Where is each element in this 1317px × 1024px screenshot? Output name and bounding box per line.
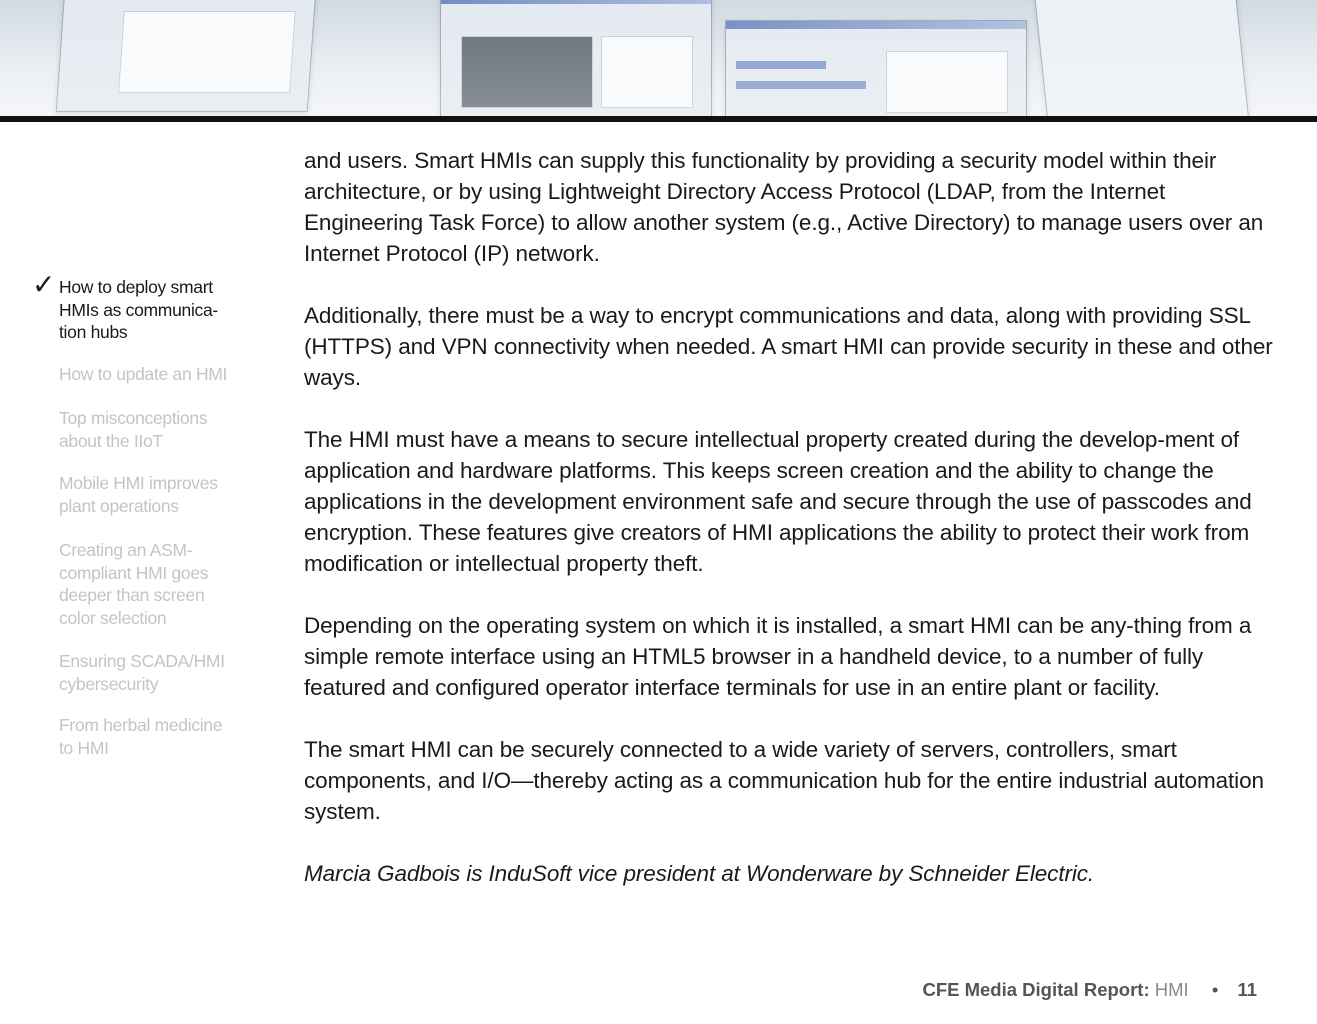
sidebar-item-scada-cybersecurity[interactable]: Ensuring SCADA/HMI cybersecurity bbox=[59, 651, 225, 694]
checkmark-icon: ✓ bbox=[32, 268, 56, 301]
page-footer bbox=[922, 979, 1257, 1001]
footer-publication: CFE Media Digital Report: bbox=[922, 979, 1150, 1000]
article-paragraph: and users. Smart HMIs can supply this functionality by providing a security model within their architecture, or by using Lightweight Directory Access Protocol (LDAP, from the Internet Engineering Task Force) to allow another system (e.g., Active Directory) to manage users over an Internet Protocol (IP) network. bbox=[304, 148, 1264, 266]
sidebar-item-asm-compliant-hmi[interactable]: Creating an ASM- compliant HMI goes deeper than screen color selection bbox=[59, 540, 209, 628]
article-paragraph: The smart HMI can be securely connected to a wide variety of servers, controllers, smart components, and I/O—thereby acting as a communication hub for the entire industrial automation system. bbox=[304, 737, 1264, 824]
sidebar-item-update-hmi[interactable]: How to update an HMI bbox=[59, 364, 228, 384]
footer-separator: • bbox=[1211, 979, 1219, 1000]
page-number: 11 bbox=[1237, 979, 1257, 1000]
article-paragraph: Additionally, there must be a way to encrypt communications and data, along with providing SSL (HTTPS) and VPN connectivity when needed. A smart HMI can provide security in these and other ways. bbox=[304, 303, 1273, 390]
article-paragraph: The HMI must have a means to secure intellectual property created during the develop-ment of application and hardware platforms. This keeps screen creation and the ability to change the applications in the development environment safe and secure through the use of passcodes and encryption. These features give creators of HMI applications the ability to protect their work from modification or intellectual property theft. bbox=[304, 427, 1252, 576]
header-banner-image bbox=[0, 0, 1317, 116]
sidebar-item-smart-hmi-hubs[interactable]: How to deploy smart HMIs as communica- tion hubs bbox=[59, 277, 218, 342]
sidebar-item-mobile-hmi[interactable]: Mobile HMI improves plant operations bbox=[59, 473, 218, 516]
author-byline: Marcia Gadbois is InduSoft vice president at Wonderware by Schneider Electric. bbox=[304, 861, 1095, 886]
sidebar-item-herbal-medicine[interactable]: From herbal medicine to HMI bbox=[59, 715, 223, 758]
footer-topic: HMI bbox=[1154, 979, 1189, 1000]
header-divider bbox=[0, 116, 1317, 122]
article-body bbox=[304, 145, 1274, 920]
article-paragraph: Depending on the operating system on which it is installed, a smart HMI can be any-thing from a simple remote interface using an HTML5 browser in a handheld device, to a number of fully featured and configured operator interface terminals for use in an entire plant or facility. bbox=[304, 613, 1252, 700]
sidebar-item-iiot-misconceptions[interactable]: Top misconceptions about the IIoT bbox=[59, 408, 208, 451]
